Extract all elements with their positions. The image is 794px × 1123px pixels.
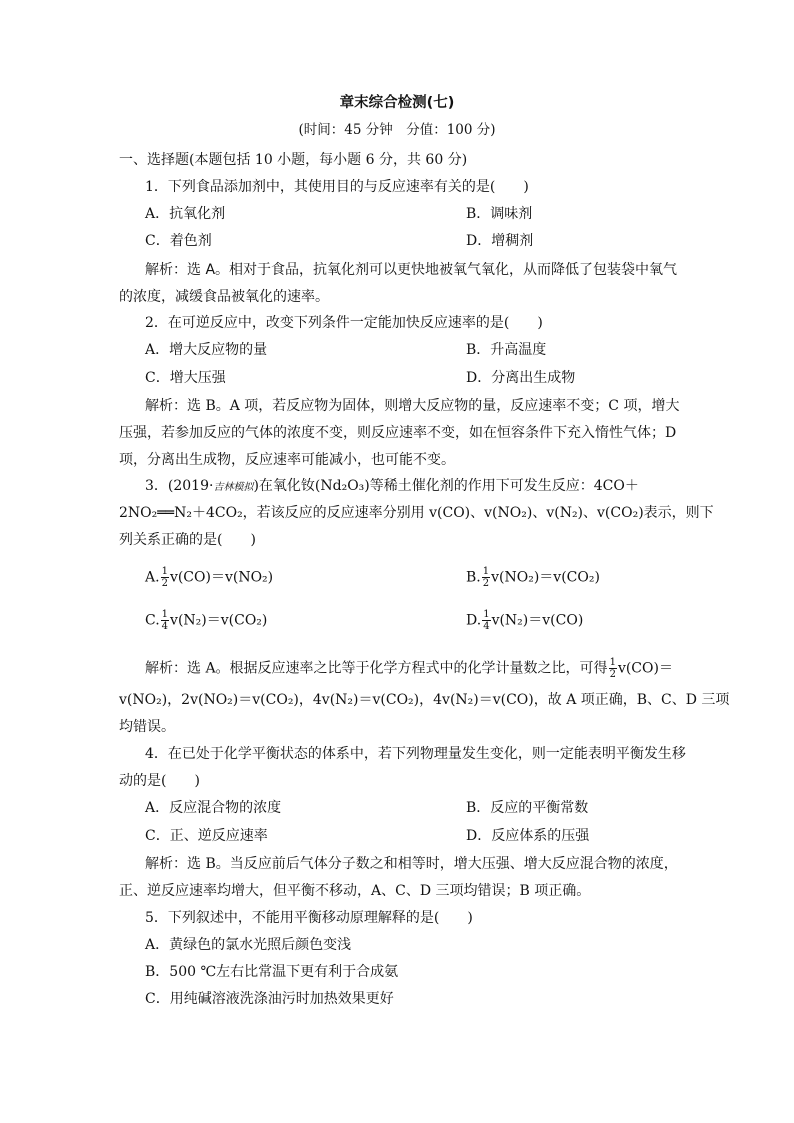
q5-option-c: C．用纯碱溶液洗涤油污时加热效果更好 [145, 991, 394, 1007]
q2-analysis-line3: 项，分离出生成物，反应速率可能减小，也可能不变。 [119, 452, 455, 468]
q2-analysis-line2: 压强，若参加反应的气体的浓度不变，则反应速率不变，如在恒容条件下充入惰性气体；D [119, 425, 677, 441]
page-title: 章末综合检测(七) [339, 95, 455, 111]
q3-analysis-line1 [145, 657, 673, 680]
q4-analysis-line1: 解析：选 B。当反应前后气体分子数之和相等时，增大压强、增大反应混合物的浓度， [145, 856, 678, 872]
fraction-numerator: 1 [161, 566, 168, 577]
q3-analysis-expr: v(CO)＝ [617, 660, 673, 677]
q1-analysis-line1: 解析：选 A。相对于食品，抗氧化剂可以更快地被氧气氧化，从而降低了包装袋中氧气 [145, 262, 678, 278]
q2-option-c: C．增大压强 [145, 370, 226, 386]
q4-stem-line1: 4．在已处于化学平衡状态的体系中，若下列物理量发生变化，则一定能表明平衡发生移 [145, 746, 686, 762]
q3-option-a-letter: A. [145, 569, 160, 586]
fraction-denominator: 2 [161, 578, 168, 589]
q3-stem-prefix: 3．(2019· [145, 478, 214, 494]
q3-option-d [466, 609, 583, 632]
q3-option-d-expr: v(N₂)＝v(CO) [491, 612, 584, 629]
fraction-denominator: 2 [482, 578, 490, 589]
q3-option-d-letter: D. [466, 612, 482, 629]
q3-stem-line2: 2NO₂══N₂＋4CO₂，若该反应的反应速率分别用 v(CO)、v(NO₂)、v(N₂)、v(CO₂)表示，则下 [119, 505, 714, 521]
q4-stem-line2: 动的是( ) [119, 773, 200, 789]
q2-option-b: B．升高温度 [466, 342, 547, 358]
q3-option-c-fraction [161, 609, 169, 632]
q3-analysis-fraction [609, 657, 617, 680]
q3-stem-line3: 列关系正确的是( ) [119, 532, 256, 548]
q1-option-c: C．着色剂 [145, 233, 212, 249]
q3-option-a-expr: v(CO)＝v(NO₂) [169, 569, 274, 586]
q3-option-c-letter: C. [145, 612, 160, 629]
q3-analysis-text: 解析：选 A。根据反应速率之比等于化学方程式中的化学计量数之比，可得 [145, 660, 608, 677]
q1-option-d: D．增稠剂 [466, 233, 534, 249]
q3-stem-text: )在氧化钕(Nd₂O₃)等稀土催化剂的作用下可发生反应：4CO＋ [253, 478, 639, 494]
fraction-numerator: 1 [609, 657, 616, 668]
q3-option-b [466, 566, 600, 589]
q3-option-a-fraction [161, 566, 169, 589]
fraction-denominator: 2 [609, 669, 616, 680]
q3-option-a [145, 566, 273, 589]
q3-option-c [145, 609, 267, 632]
q4-analysis-line2: 正、逆反应速率均增大，但平衡不移动，A、C、D 三项均错误；B 项正确。 [119, 883, 591, 899]
q1-stem: 1．下列食品添加剂中，其使用目的与反应速率有关的是( ) [145, 179, 529, 195]
fraction-numerator: 1 [161, 609, 169, 620]
q5-option-b: B．500 ℃左右比常温下更有利于合成氨 [145, 964, 399, 980]
fraction-numerator: 1 [483, 609, 490, 620]
q5-option-a: A．黄绿色的氯水光照后颜色变浅 [145, 937, 352, 953]
q1-option-b: B．调味剂 [466, 206, 533, 222]
q2-option-a: A．增大反应物的量 [145, 342, 268, 358]
page-subtitle: (时间：45 分钟 分值：100 分) [298, 122, 496, 138]
q1-analysis-line2: 的浓度，减缓食品被氧化的速率。 [119, 289, 329, 305]
q4-option-c: C．正、逆反应速率 [145, 828, 268, 844]
q3-option-c-expr: v(N₂)＝v(CO₂) [170, 612, 268, 629]
q3-analysis-line3: 均错误。 [119, 719, 175, 735]
q3-option-b-expr: v(NO₂)＝v(CO₂) [491, 569, 600, 586]
q1-option-a: A．抗氧化剂 [145, 206, 226, 222]
q4-option-b: B．反应的平衡常数 [466, 800, 589, 816]
q3-option-d-fraction [482, 609, 490, 632]
q3-option-b-fraction [482, 566, 490, 589]
q3-source-tag: 吉林模拟 [213, 482, 254, 493]
q2-option-d: D．分离出生成物 [466, 370, 576, 386]
section-heading: 一、选择题(本题包括 10 小题，每小题 6 分，共 60 分) [119, 152, 468, 168]
q4-option-a: A．反应混合物的浓度 [145, 800, 282, 816]
q3-stem-line1 [145, 476, 639, 498]
fraction-denominator: 4 [161, 621, 169, 632]
q2-stem: 2．在可逆反应中，改变下列条件一定能加快反应速率的是( ) [145, 315, 543, 331]
fraction-denominator: 4 [483, 621, 490, 632]
q4-option-d: D．反应体系的压强 [466, 828, 590, 844]
q5-stem: 5．下列叙述中，不能用平衡移动原理解释的是( ) [145, 910, 473, 926]
q3-option-b-letter: B. [466, 569, 481, 586]
fraction-numerator: 1 [482, 566, 490, 577]
q2-analysis-line1: 解析：选 B。A 项，若反应物为固体，则增大反应物的量，反应速率不变；C 项，增大 [145, 398, 680, 414]
q3-analysis-line2: v(NO₂)，2v(NO₂)＝v(CO₂)，4v(N₂)＝v(CO₂)，4v(N₂)＝v(CO)，故 A 项正确，B、C、D 三项 [119, 692, 730, 708]
